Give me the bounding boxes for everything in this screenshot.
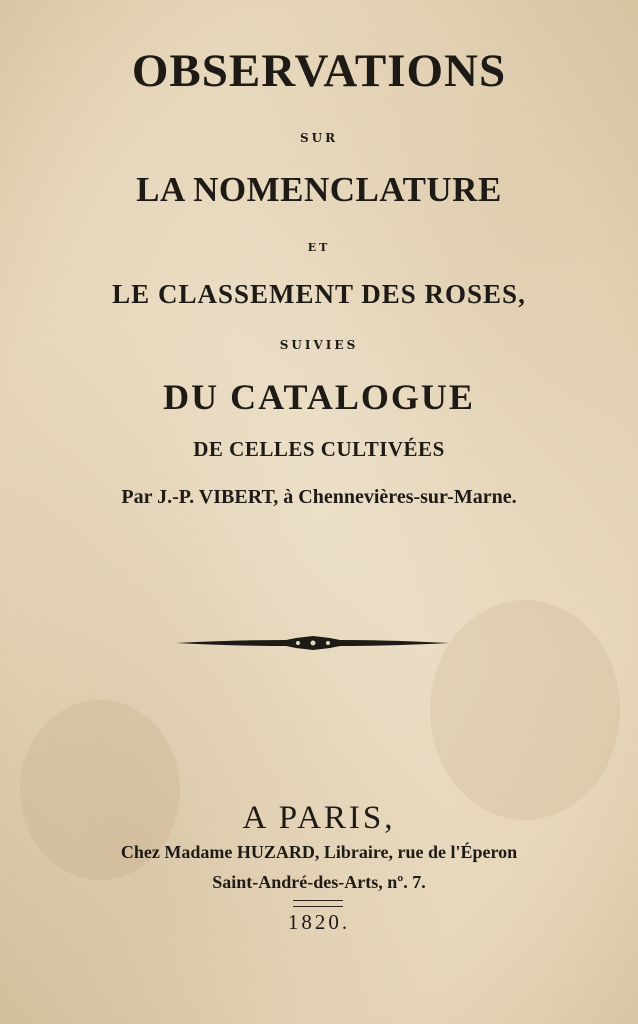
imprint-publisher: Chez Madame HUZARD, Libraire, rue de l'Éperon xyxy=(120,842,518,862)
subject-celles-cultivees: DE CELLES CULTIVÉES xyxy=(193,437,445,461)
subject-catalogue: DU CATALOGUE xyxy=(163,377,475,417)
imprint-address: Saint-André-des-Arts, nº. 7. xyxy=(212,872,426,892)
connector-sur: SUR xyxy=(299,131,339,145)
imprint-city: A PARIS, xyxy=(242,800,396,836)
paper-stain xyxy=(430,600,620,820)
connector-suivies: SUIVIES xyxy=(279,338,359,352)
publication-year: 1820. xyxy=(287,910,351,934)
subject-classement: LE CLASSEMENT DES ROSES, xyxy=(112,279,526,309)
ornamental-rule xyxy=(176,632,450,654)
connector-et: ET xyxy=(307,241,331,254)
author-line: Par J.-P. VIBERT, à Chennevières-sur-Marne. xyxy=(121,486,517,508)
double-rule xyxy=(293,900,343,907)
subject-nomenclature: LA NOMENCLATURE xyxy=(136,170,502,209)
book-title: OBSERVATIONS xyxy=(131,45,507,97)
